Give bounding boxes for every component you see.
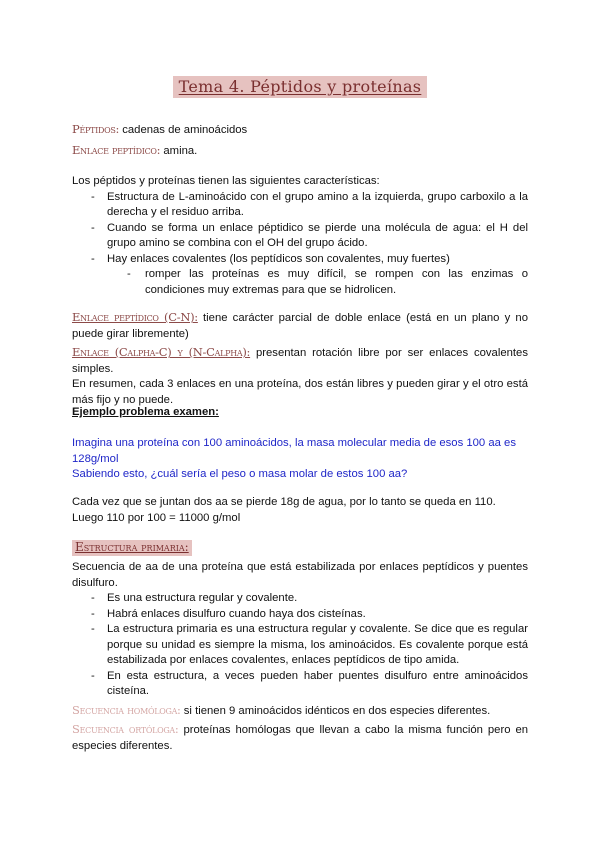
bond-cn-text: tiene carácter parcial de doble enlace (está en un plano y no puede girar libremente) (72, 312, 528, 340)
definitions-block (72, 122, 528, 159)
secuencia-homologa (72, 703, 528, 720)
example-question-block (72, 436, 528, 483)
primary-heading-block (72, 540, 528, 557)
definition-enlace-text: amina. (160, 144, 198, 157)
page-title: Tema 4. Péptidos y proteínas (173, 76, 428, 98)
list-item: - romper las proteínas es muy difícil, se rompen con las enzimas o condiciones muy extremas para que se hidrolicen. (72, 267, 528, 298)
list-item: - La estructura primaria es una estructura regular y covalente. Se dice que es regular porque su unidad es siempre la misma, los aminoácidos. Es covalente porque está estabilizada por enlaces covalentes, enlaces peptídicos de tipo amida. (72, 622, 528, 669)
example-answer-1: Cada vez que se juntan dos aa se pierde 18g de agua, por lo tanto se queda en 110. (72, 496, 496, 508)
term-secuencia-homologa: Secuencia homóloga: (72, 702, 181, 717)
list-item: - Cuando se forma un enlace péptidico se pierde una molécula de agua: el H del grupo amino se combina con el OH del grupo ácido. (72, 221, 528, 252)
secuencia-ortologa-text: proteínas homólogas que llevan a cabo la misma función pero en especies diferentes. (72, 724, 529, 752)
example-question-2: Sabiendo esto, ¿cuál sería el peso o masa molar de estos 100 aa? (72, 468, 408, 480)
term-enlace-peptidico: Enlace peptídico: (72, 142, 161, 157)
example-heading: Ejemplo problema examen: (72, 406, 219, 418)
list-item: - Hay enlaces covalentes (los peptídicos son covalentes, muy fuertes) (72, 252, 528, 268)
term-peptidos: Péptidos: (72, 122, 120, 136)
list-item: - Habrá enlaces disulfuro cuando haya dos cisteínas. (72, 607, 528, 623)
characteristics-block (72, 174, 528, 298)
list-item: - En esta estructura, a veces pueden haber puentes disulfuro entre aminoácidos cisteína. (72, 669, 528, 700)
characteristics-sublist (72, 267, 528, 298)
term-enlace-cn: Enlace peptídico (C-N): (72, 310, 198, 324)
characteristics-list (72, 190, 528, 268)
title-container (0, 76, 600, 98)
example-answer-2: Luego 110 por 100 = 11000 g/mol (72, 511, 241, 524)
bond-calpha-text: presentan rotación libre por ser enlaces covalentes simples. (72, 347, 528, 375)
definition-peptidos-text: cadenas de aminoácidos (119, 124, 248, 136)
term-enlace-calpha: Enlace (Calpha-C) y (N-Calpha): (72, 345, 251, 359)
primary-heading: Estructura primaria: (72, 540, 192, 556)
secuencia-ortologa (72, 722, 528, 754)
primary-definition: Secuencia de aa de una proteína que está estabilizada por enlaces peptídicos y puentes disulfuro. (72, 561, 528, 589)
example-question-1: Imagina una proteína con 100 aminoácidos, la masa molecular media de esos 100 aa es 128g/mol (72, 437, 516, 465)
list-item: - Estructura de L-aminoácido con el grupo amino a la izquierda, grupo carboxilo a la derecha y el residuo arriba. (72, 190, 528, 221)
list-item: - Es una estructura regular y covalente. (72, 591, 528, 607)
primary-block (72, 560, 528, 754)
definition-peptidos (72, 122, 528, 139)
secuencia-homologa-text: si tienen 9 aminoácidos idénticos en dos especies diferentes. (180, 704, 491, 717)
primary-list (72, 591, 528, 700)
definition-enlace (72, 143, 528, 160)
term-secuencia-ortologa: Secuencia ortóloga: (72, 722, 179, 736)
bond-calpha (72, 345, 528, 377)
characteristics-intro: Los péptidos y proteínas tienen las siguientes características: (72, 175, 380, 187)
bonds-block (72, 310, 528, 408)
example-heading-block (72, 405, 528, 421)
bond-cn (72, 310, 528, 342)
example-answer-block (72, 495, 528, 526)
bonds-summary: En resumen, cada 3 enlaces en una proteína, dos están libres y pueden girar y el otro está más fijo y no puede. (72, 378, 528, 406)
